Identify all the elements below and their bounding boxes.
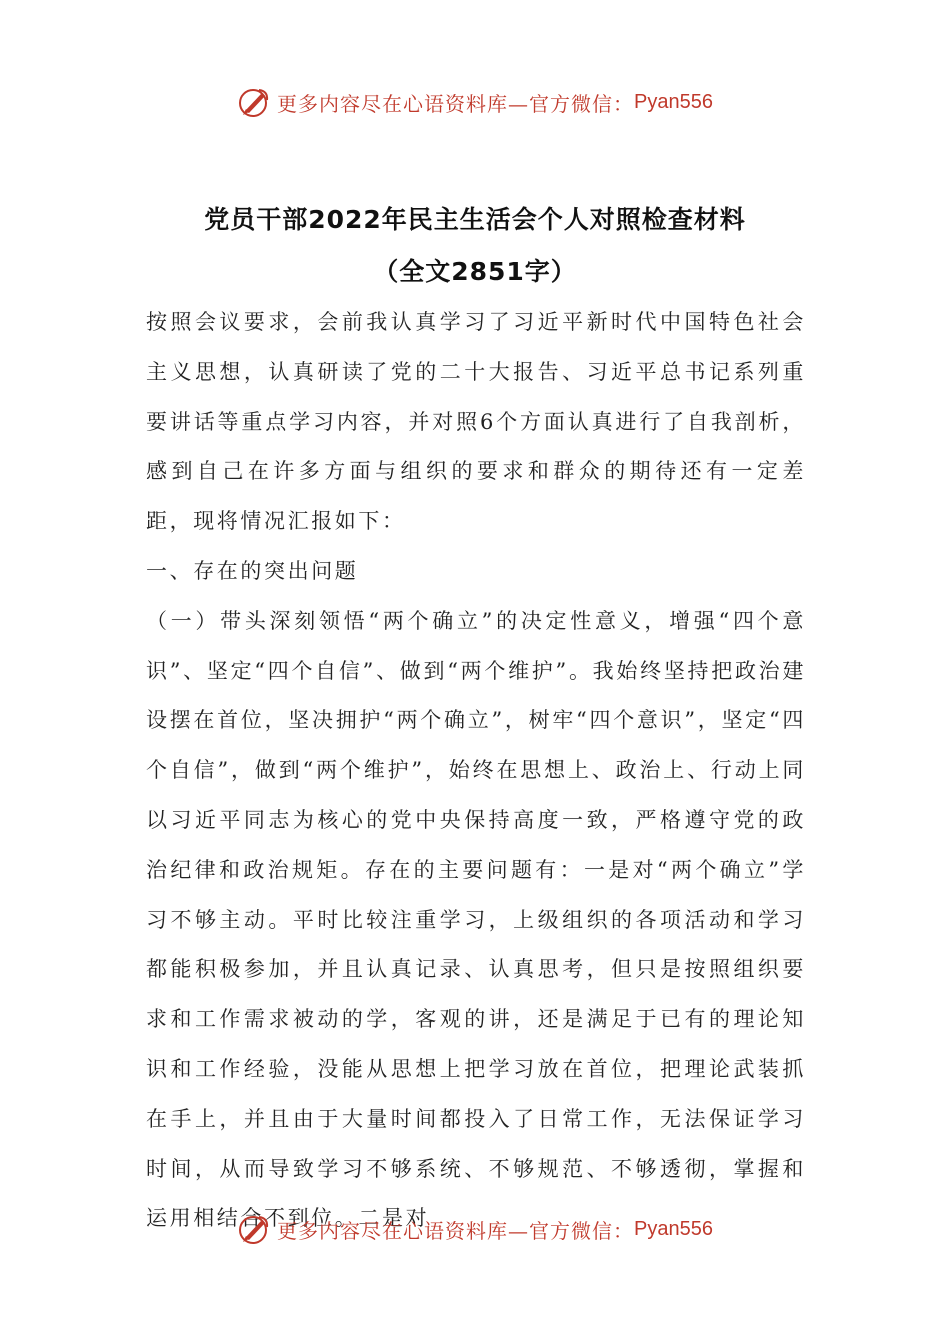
footer-watermark-banner	[0, 1209, 950, 1249]
document-subtitle: （全文2851字）	[373, 257, 577, 286]
banner-handle: Pyan556	[634, 1217, 713, 1240]
document-body	[146, 298, 806, 1244]
section-heading: 一、存在的突出问题	[146, 558, 359, 583]
banner-text: 更多内容尽在心语资料库—官方微信：	[277, 1218, 635, 1243]
banner-handle: Pyan556	[634, 90, 713, 113]
intro-paragraph: 按照会议要求，会前我认真学习了习近平新时代中国特色社会主义思想，认真研读了党的二十大报告、习近平总书记系列重要讲话等重点学习内容，并对照6个方面认真进行了自我剖析，感到自己在许多方面与组织的要求和群众的期待还有一定差距，现将情况汇报如下：	[146, 310, 806, 534]
header-watermark-banner	[0, 82, 950, 122]
document-title: 党员干部2022年民主生活会个人对照检查材料	[204, 205, 746, 234]
pen-logo-icon	[237, 85, 271, 119]
section-paragraph: （一）带头深刻领悟“两个确立”的决定性意义，增强“四个意识”、坚定“四个自信”、做到“两个维护”。我始终坚持把政治建设摆在首位，坚决拥护“两个确立”，树牢“四个意识”，坚定“四个自信”，做到“两个维护”，始终在思想上、政治上、行动上同以习近平同志为核心的党中央保持高度一致，严格遵守党的政治纪律和政治规矩。存在的主要问题有：一是对“两个确立”学习不够主动。平时比较注重学习，上级组织的各项活动和学习都能积极参加，并且认真记录、认真思考，但只是按照组织要求和工作需求被动的学，客观的讲，还是满足于已有的理论知识和工作经验，没能从思想上把学习放在首位，把理论武装抓在手上，并且由于大量时间都投入了日常工作，无法保证学习时间，从而导致学习不够系统、不够规范、不够透彻，掌握和运用相结合不到位。二是对	[146, 608, 806, 1231]
banner-text: 更多内容尽在心语资料库—官方微信：	[277, 91, 635, 116]
pen-logo-icon	[237, 1212, 271, 1246]
